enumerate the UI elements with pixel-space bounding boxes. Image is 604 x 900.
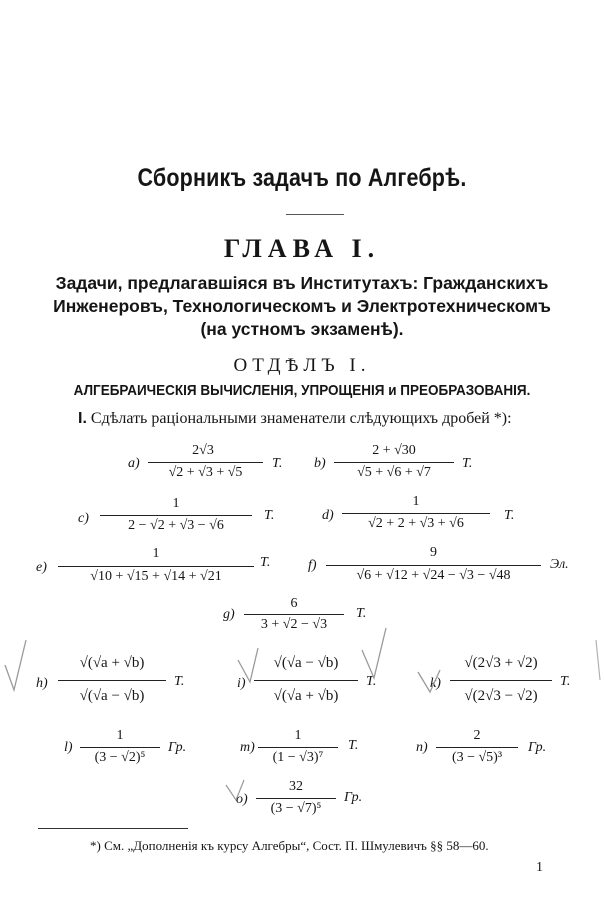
- source-tag: Т.: [504, 508, 515, 523]
- fraction-numerator: √(√a − √b): [273, 655, 339, 671]
- fraction-label: d): [322, 508, 334, 523]
- section-subtitle: АЛГЕБРАИЧЕСКІЯ ВЫЧИСЛЕНІЯ, УПРОЩЕНІЯ и ПРЕОБРАЗОВАНІЯ.: [73, 382, 531, 399]
- source-tag: Т.: [272, 456, 283, 471]
- fraction-bar: [334, 462, 454, 463]
- fraction-label: c): [78, 511, 89, 526]
- source-tag: Гр.: [168, 740, 187, 755]
- fraction-denominator: √6 + √12 + √24 − √3 − √48: [356, 568, 511, 583]
- fraction-label: g): [223, 607, 235, 622]
- fraction-label: b): [314, 456, 326, 471]
- fraction-denominator: 2 − √2 + √3 − √6: [128, 518, 224, 533]
- fraction-numerator: 1: [152, 546, 160, 561]
- book-title: Сборникъ задачъ по Алгебрѣ.: [137, 164, 467, 192]
- source-tag: Т.: [462, 456, 473, 471]
- fraction-label: n): [416, 740, 428, 755]
- fraction-numerator: 2√3: [192, 443, 214, 458]
- title-divider: [286, 214, 344, 215]
- fraction-label: k): [430, 676, 441, 691]
- fraction-numerator: √(√a + √b): [79, 655, 145, 671]
- fraction-label: i): [237, 676, 246, 691]
- source-tag: Т.: [560, 674, 571, 689]
- source-tag: Т.: [366, 674, 377, 689]
- source-tag: Гр.: [344, 790, 363, 805]
- footnote: *) См. „Дополненія къ курсу Алгебры“, Сост. П. Шмулевичъ §§ 58—60.: [90, 838, 489, 853]
- fraction-numerator: 32: [289, 779, 303, 794]
- footnote-divider: [38, 828, 188, 829]
- source-tag: Т.: [356, 606, 367, 621]
- fraction-denominator: √(√a − √b): [79, 688, 145, 704]
- chapter-heading: ГЛАВА I.: [223, 234, 381, 263]
- fraction-bar: [100, 515, 252, 516]
- fraction-bar: [342, 513, 490, 514]
- fraction-numerator: 1: [294, 728, 302, 743]
- fraction-denominator: √(2√3 − √2): [464, 688, 538, 704]
- fraction-numerator: 6: [290, 596, 298, 611]
- fraction-denominator: √(√a + √b): [273, 688, 339, 704]
- fraction-numerator: 2 + √30: [372, 443, 416, 458]
- fraction-bar: [148, 462, 263, 463]
- fraction-label: m): [240, 740, 255, 755]
- fraction-denominator: (3 − √2)⁵: [94, 750, 146, 765]
- fraction-denominator: √2 + √3 + √5: [168, 465, 243, 480]
- fraction-label: f): [308, 558, 317, 573]
- fraction-bar: [58, 566, 254, 567]
- problem-statement: [78, 410, 512, 428]
- source-tag: Гр.: [528, 740, 547, 755]
- fraction-numerator: 1: [172, 496, 180, 511]
- problem-number: I.: [78, 410, 87, 427]
- source-tag: Т.: [264, 508, 275, 523]
- fraction-denominator: √2 + 2 + √3 + √6: [368, 516, 464, 531]
- problem-text: Сдѣлать раціональными знаменатели слѣдующихъ дробей *):: [90, 410, 512, 427]
- section-heading: ОТДѢЛЪ I.: [233, 355, 371, 376]
- fraction-numerator: 1: [116, 728, 124, 743]
- fraction-denominator: (3 − √7)⁵: [270, 801, 322, 816]
- fraction-label: a): [128, 456, 140, 471]
- chapter-desc-line-3: (на устномъ экзаменѣ).: [200, 319, 404, 339]
- fraction-denominator: √5 + √6 + √7: [357, 465, 431, 480]
- fraction-numerator: 2: [473, 728, 481, 743]
- chapter-desc-line-1: Задачи, предлагавшіяся въ Институтахъ: Гражданскихъ: [55, 273, 549, 293]
- fraction-label: o): [236, 792, 248, 807]
- fraction-label: e): [36, 560, 47, 575]
- source-tag: Т.: [174, 674, 185, 689]
- fraction-numerator: √(2√3 + √2): [464, 655, 538, 671]
- fraction-label: l): [64, 740, 73, 755]
- source-tag: Эл.: [550, 557, 569, 572]
- fraction-numerator: 1: [412, 494, 420, 509]
- source-tag: Т.: [260, 555, 271, 570]
- page-number: 1: [536, 860, 543, 875]
- fraction-numerator: 9: [430, 545, 437, 560]
- source-tag: Т.: [348, 738, 359, 753]
- chapter-desc-line-2: Инженеровъ, Технологическомъ и Электротехническомъ: [53, 296, 551, 316]
- fraction-bar: [326, 565, 541, 566]
- fraction-denominator: (3 − √5)³: [451, 750, 503, 765]
- fraction-denominator: (1 − √3)⁷: [272, 750, 324, 765]
- pencil-checkmarks: [0, 620, 604, 820]
- fraction-label: h): [36, 676, 48, 691]
- fraction-denominator: 3 + √2 − √3: [260, 617, 328, 632]
- fraction-bar: [244, 614, 344, 615]
- fraction-denominator: √10 + √15 + √14 + √21: [90, 569, 222, 584]
